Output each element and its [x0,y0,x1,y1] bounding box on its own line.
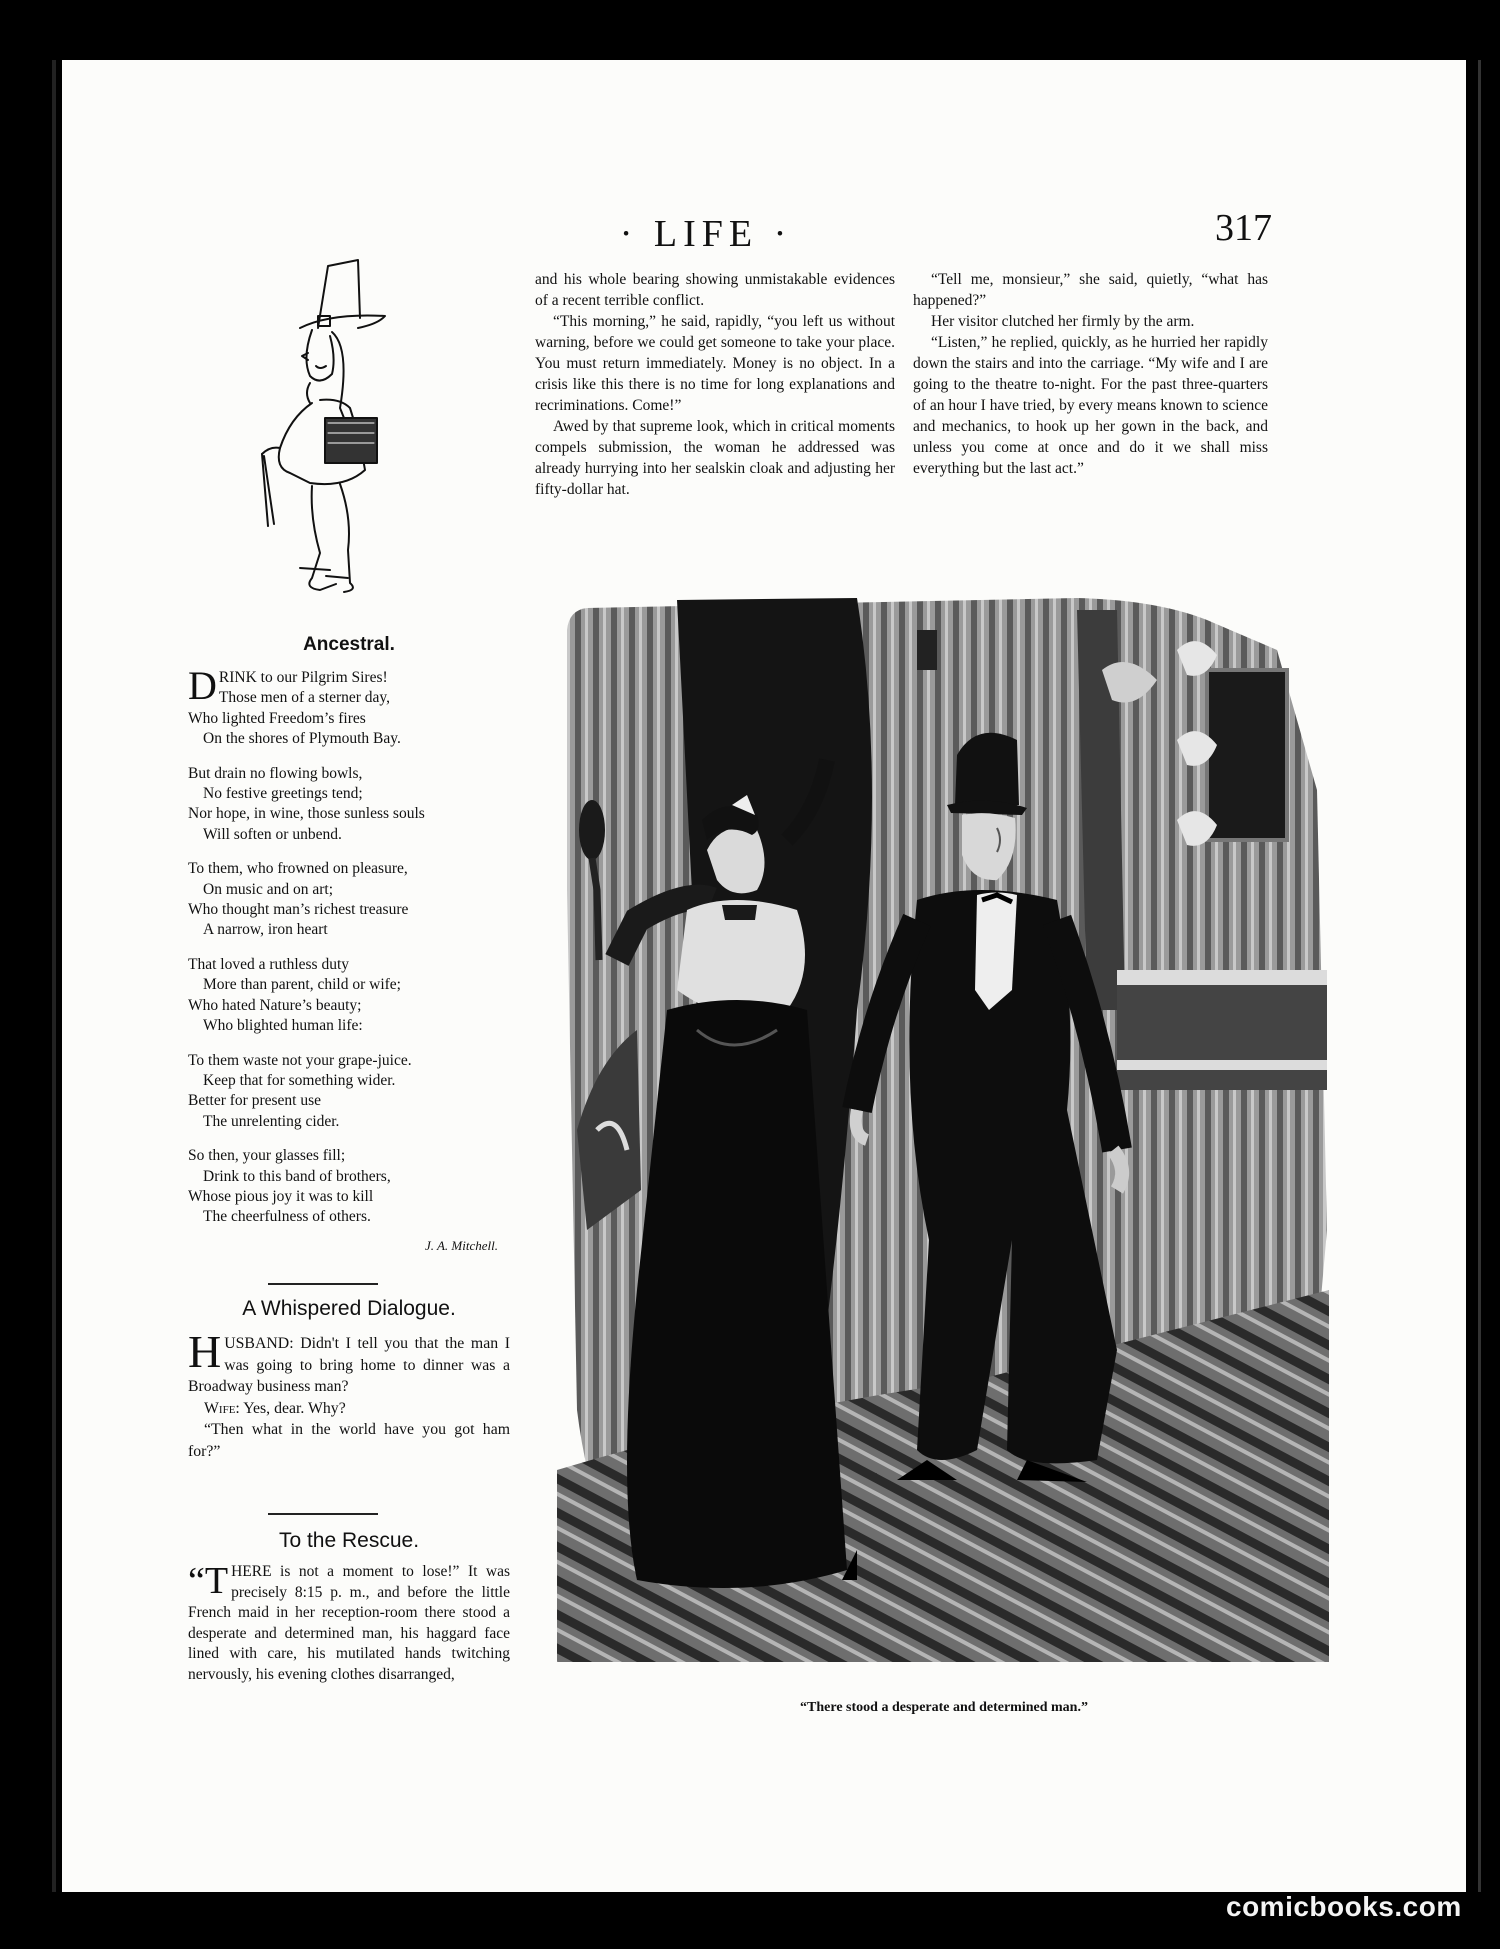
poem-line: That loved a ruthless duty [188,955,349,973]
speaker-label: Wife: [204,1399,240,1417]
dialogue-line: “Then what in the world have you got ham for?” [188,1421,510,1460]
poem-line: Nor hope, in wine, those sunless souls [188,805,425,823]
paragraph: Awed by that supreme look, which in critical moments compels submission, the woman he addressed was already hurrying into her sealskin cloak and adjusting her fifty-dollar hat. [535,418,895,498]
poem-line: To them, who frowned on pleasure, [188,860,408,878]
poem-line: Better for present use [188,1092,321,1110]
paragraph: “Listen,” he replied, quickly, as he hurried her rapidly down the stairs and into the carriage. “My wife and I are going to the theatre to-night. For the past three-quarters of an hour I have tried, by every means known to science and mechanics, to hook up her gown in the back, and unless you come at once and do it we shall miss everything but the last act.” [913,334,1268,477]
poem-line: More than parent, child or wife; [203,976,401,994]
poem-line: Those men of a sterner day, [218,689,391,707]
drop-cap: H [188,1326,222,1377]
poem-line: On the shores of Plymouth Bay. [203,730,401,748]
poem-line: On music and on art; [203,880,334,898]
poem-line: Who hated Nature’s beauty; [188,996,362,1014]
poem-line: Keep that for something wider. [203,1071,396,1089]
watermark: comicbooks.com [1226,1891,1462,1922]
poem-line: Will soften or unbend. [203,825,342,843]
drop-cap: D [188,663,217,708]
dialogue-line: Yes, dear. Why? [243,1399,346,1417]
poem-line: But drain no flowing bowls, [188,764,363,782]
poem-ancestral [188,663,510,1256]
poem-line: Who lighted Freedom’s fires [188,709,366,727]
poem-title: Ancestral. [303,634,395,655]
illustration-caption: “There stood a desperate and determined man.” [800,1700,1088,1715]
poem-line: Drink to this band of brothers, [203,1167,391,1185]
poem-line: The unrelenting cider. [203,1112,340,1130]
page-number: 317 [1215,207,1272,249]
speaker-label: USBAND: [224,1335,294,1352]
poem-signature: J. A. Mitchell. [424,1237,498,1253]
story-line: HERE is not a moment to lose!” [231,1563,460,1580]
masthead: · LIFE · [619,213,793,255]
poem-line: The cheerfulness of others. [203,1208,371,1226]
story-column-right [913,269,1268,479]
story-opening [188,1562,510,1686]
drop-cap: “T [188,1560,229,1602]
story-column-middle [535,269,895,500]
dialogue-line: Didn't I tell you that the man I was going to bring home to dinner was a Broadway business man? [188,1335,510,1395]
poem-line: So then, your glasses fill; [188,1147,346,1165]
poem-line: To them waste not your grape-juice. [188,1051,412,1069]
poem-line: No festive greetings tend; [203,785,363,803]
story-title: To the Rescue. [278,1529,420,1552]
poem-line: Whose pious joy it was to kill [188,1187,374,1205]
book-spine [0,60,62,1892]
story-line: It was precisely 8:15 p. m., and before the little French maid in her reception-room there stood a desperate and determined man, his haggard face lined with care, his mutilated hands twitching nervously, his evening clothes disarranged, [188,1563,511,1683]
poem-line: Who blighted human life: [203,1017,363,1035]
paragraph: and his whole bearing showing unmistakable evidences of a recent terrible conflict. [535,271,895,309]
divider [268,1283,378,1285]
pilgrim-illustration [240,258,420,628]
paragraph: “This morning,” he said, rapidly, “you left us without warning, before we could get someone to take your place. You must return immediately. Money is no object. In a crisis like this there is no time for long explanations and recriminations. Come!” [535,313,895,414]
poem-line: RINK to our Pilgrim Sires! [218,669,388,686]
paragraph: “Tell me, monsieur,” she said, quietly, “what has happened?” [913,271,1268,309]
dialogue-title: A Whispered Dialogue. [242,1297,456,1320]
divider [268,1513,378,1515]
main-illustration [557,590,1329,1662]
poem-line: Who thought man’s richest treasure [188,901,409,919]
dialogue-text [188,1326,510,1462]
paragraph: Her visitor clutched her firmly by the arm. [931,313,1195,330]
poem-line: A narrow, iron heart [203,921,328,939]
right-border [1466,60,1500,1892]
